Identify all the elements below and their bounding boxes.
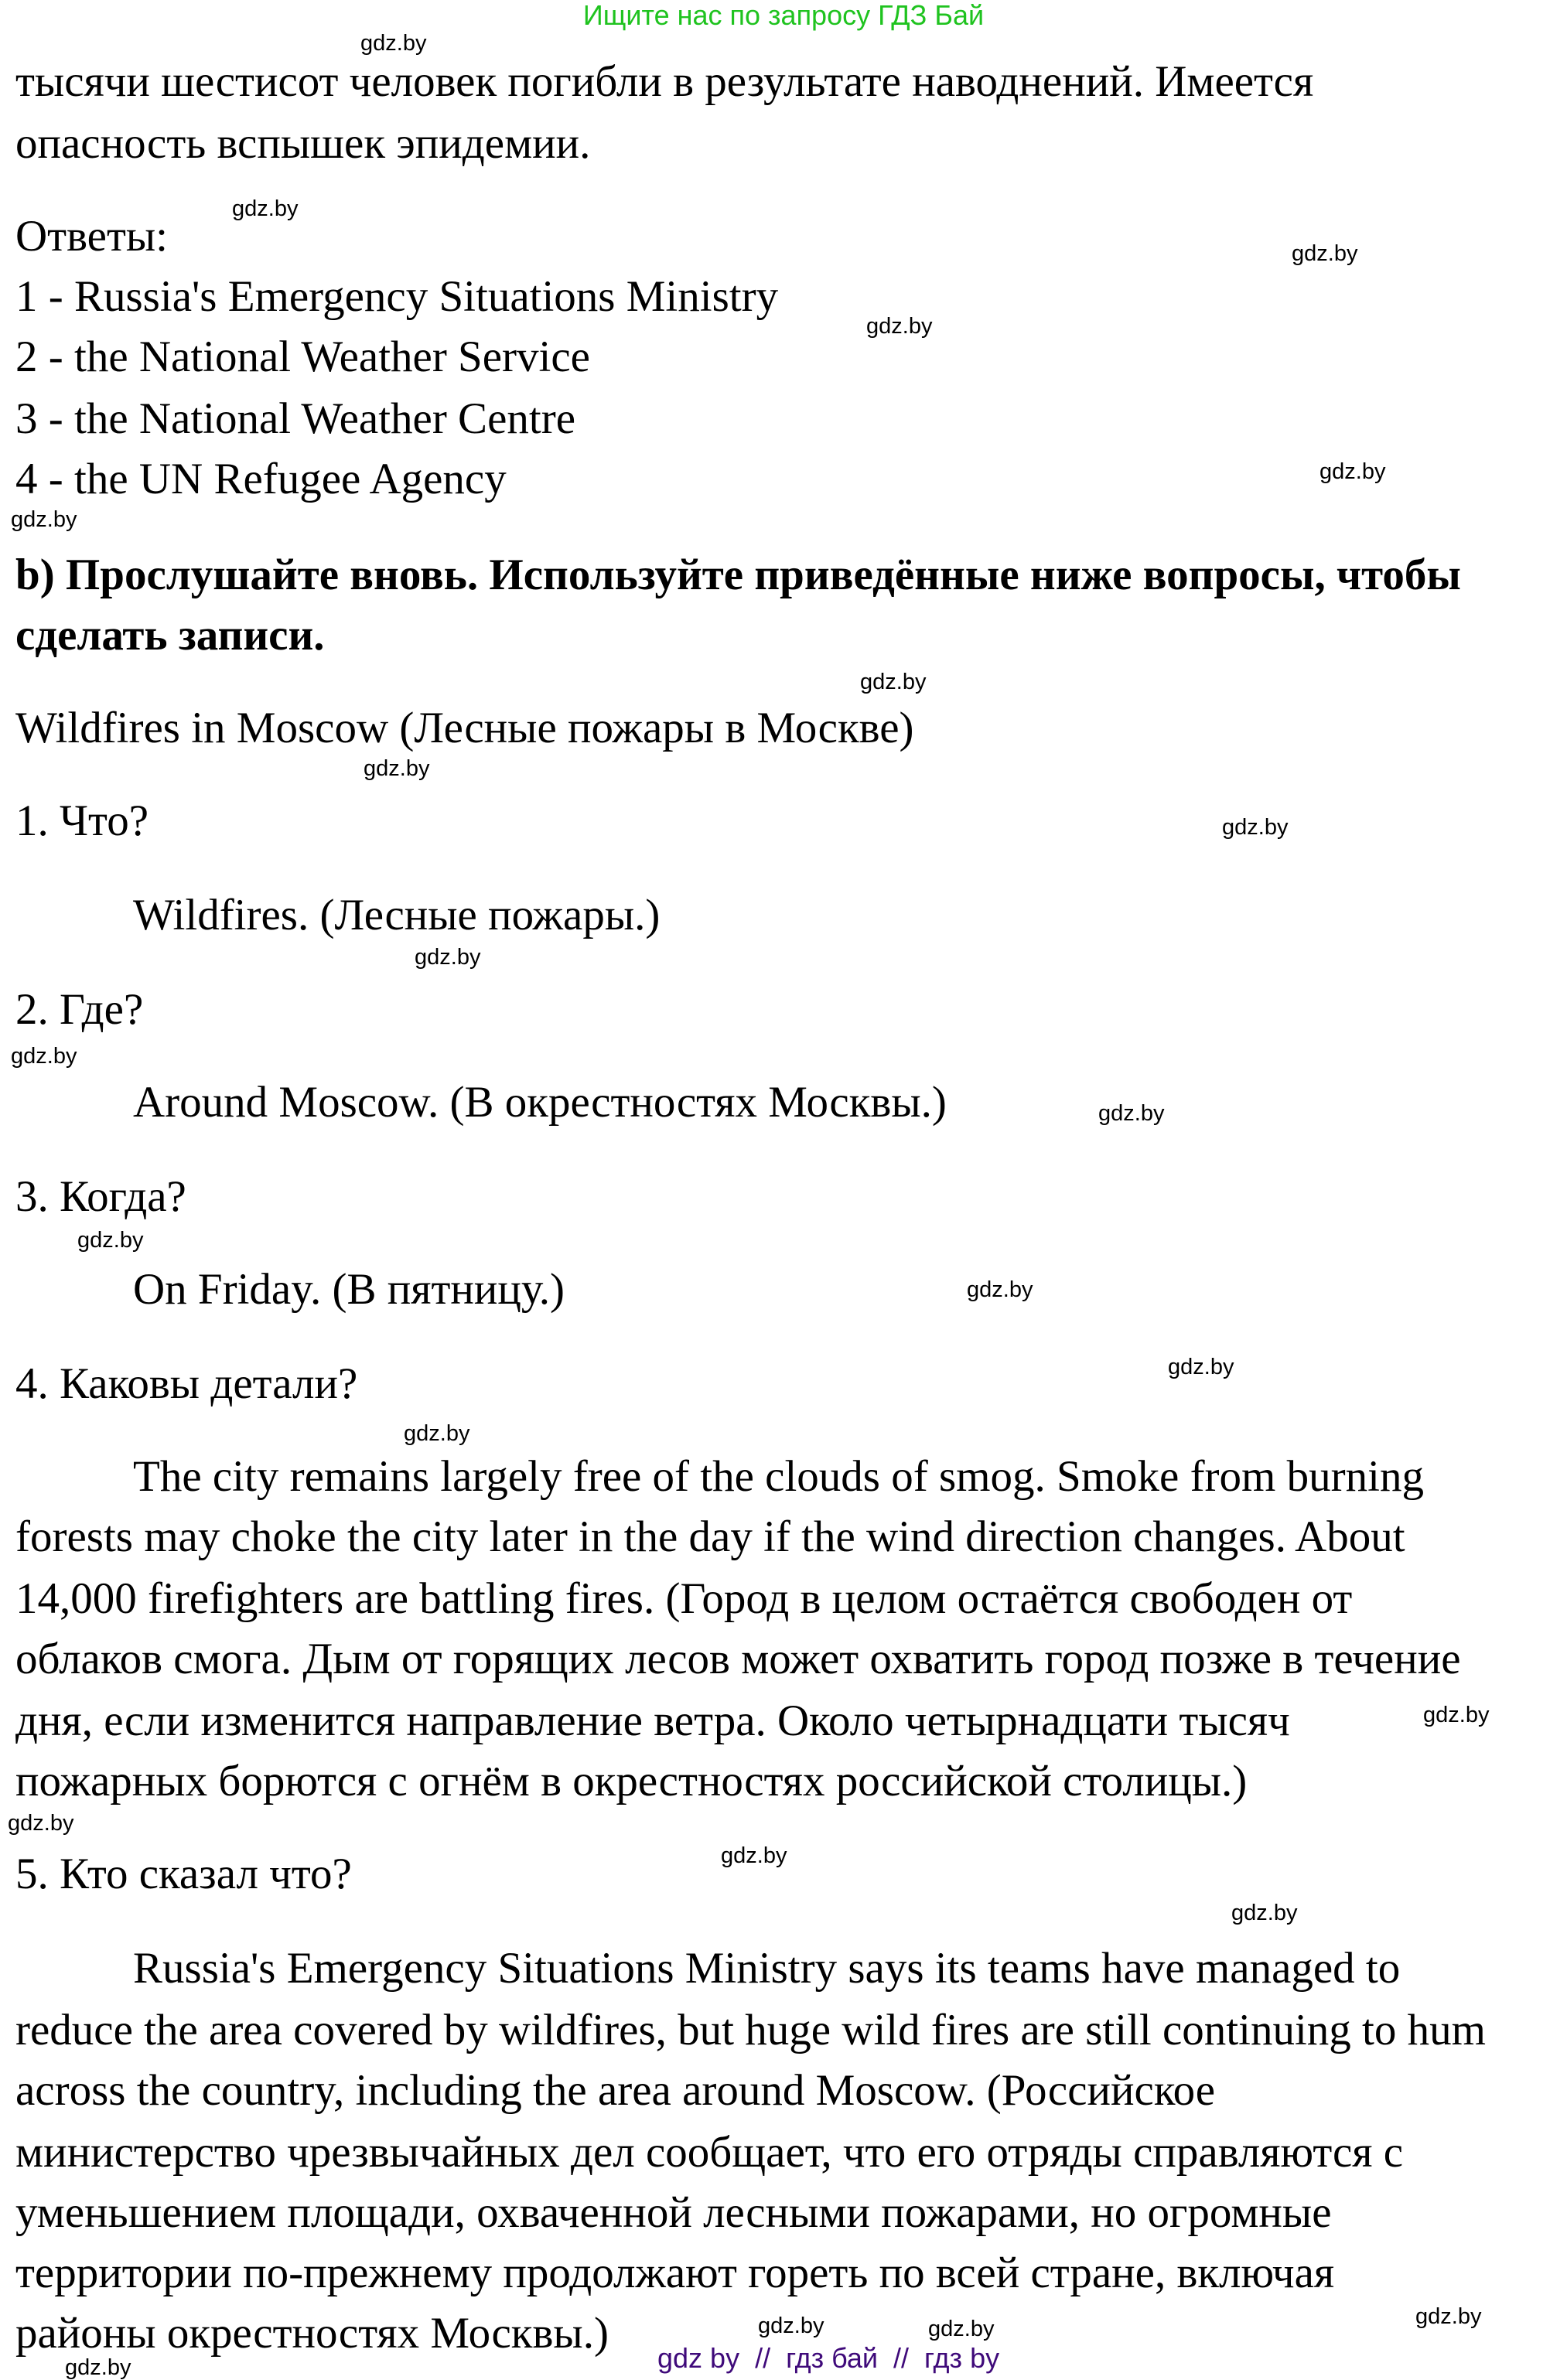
paragraph-line: The city remains largely free of the clouds of smog. Smoke from burning bbox=[133, 1452, 1424, 1501]
answer-item: 4 - the UN Refugee Agency bbox=[15, 455, 507, 503]
watermark: gdz.by bbox=[1168, 1355, 1234, 1379]
watermark: gdz.by bbox=[65, 2355, 131, 2380]
paragraph-line: дня, если изменится направление ветра. Около четырнадцати тысяч bbox=[15, 1696, 1290, 1745]
answer: Around Moscow. (В окрестностях Москвы.) bbox=[133, 1078, 947, 1127]
watermark: gdz.by bbox=[364, 756, 430, 781]
paragraph-line: reduce the area covered by wildfires, but huge wild fires are still continuing to hum bbox=[15, 2006, 1486, 2054]
watermark: gdz.by bbox=[1292, 241, 1358, 266]
watermark: gdz.by bbox=[8, 1811, 74, 1836]
paragraph-line: облаков смога. Дым от горящих лесов может охватить город позже в течение bbox=[15, 1635, 1461, 1683]
watermark: gdz.by bbox=[232, 196, 299, 221]
answer-item: 2 - the National Weather Service bbox=[15, 332, 590, 381]
text-line: опасность вспышек эпидемии. bbox=[15, 119, 591, 168]
paragraph-line: across the country, including the area around Moscow. (Российское bbox=[15, 2066, 1216, 2115]
question: 1. Что? bbox=[15, 796, 149, 845]
question: 2. Где? bbox=[15, 985, 144, 1034]
paragraph-line: forests may choke the city later in the day if the wind direction changes. About bbox=[15, 1512, 1405, 1561]
answer-item: 3 - the National Weather Centre bbox=[15, 394, 575, 443]
search-hint-banner: Ищите нас по запросу ГДЗ Бай bbox=[582, 0, 985, 31]
footer-links[interactable]: gdz by // гдз бай // гдз by bbox=[657, 2342, 1000, 2374]
paragraph-line: министерство чрезвычайных дел сообщает, что его отряды справляются с bbox=[15, 2128, 1404, 2177]
paragraph-line: Russia's Emergency Situations Ministry says its teams have managed to bbox=[133, 1944, 1401, 1993]
paragraph-line: территории по-прежнему продолжают гореть по всей стране, включая bbox=[15, 2249, 1335, 2297]
watermark: gdz.by bbox=[967, 1277, 1033, 1302]
watermark: gdz.by bbox=[1415, 2304, 1482, 2329]
watermark: gdz.by bbox=[721, 1843, 787, 1868]
answer: Wildfires. (Лесные пожары.) bbox=[133, 891, 661, 939]
question: 5. Кто сказал что? bbox=[15, 1850, 352, 1898]
paragraph-line: районы окрестностях Москвы.) bbox=[15, 2309, 609, 2358]
watermark: gdz.by bbox=[1319, 459, 1386, 484]
watermark: gdz.by bbox=[1098, 1101, 1165, 1126]
answers-heading: Ответы: bbox=[15, 212, 168, 261]
watermark: gdz.by bbox=[11, 507, 77, 532]
watermark: gdz.by bbox=[404, 1421, 470, 1446]
watermark: gdz.by bbox=[77, 1228, 144, 1253]
watermark: gdz.by bbox=[928, 2317, 995, 2341]
watermark: gdz.by bbox=[11, 1044, 77, 1069]
question: 4. Каковы детали? bbox=[15, 1359, 358, 1408]
watermark: gdz.by bbox=[866, 314, 933, 339]
paragraph-line: 14,000 firefighters are battling fires. (Город в целом остаётся свободен от bbox=[15, 1574, 1353, 1623]
answer-item: 1 - Russia's Emergency Situations Ministry bbox=[15, 272, 779, 321]
task-heading: b) Прослушайте вновь. Используйте приведённые ниже вопросы, чтобы bbox=[15, 551, 1461, 599]
topic-title: Wildfires in Moscow (Лесные пожары в Москве) bbox=[15, 704, 914, 752]
watermark: gdz.by bbox=[758, 2314, 824, 2338]
watermark: gdz.by bbox=[860, 670, 927, 694]
paragraph-line: пожарных борются с огнём в окрестностях российской столицы.) bbox=[15, 1757, 1248, 1805]
question: 3. Когда? bbox=[15, 1172, 186, 1221]
watermark: gdz.by bbox=[1231, 1901, 1298, 1925]
watermark: gdz.by bbox=[1423, 1703, 1490, 1727]
watermark: gdz.by bbox=[1222, 815, 1289, 840]
answer: On Friday. (В пятницу.) bbox=[133, 1265, 565, 1314]
task-heading: сделать записи. bbox=[15, 611, 325, 660]
paragraph-line: уменьшением площади, охваченной лесными пожарами, но огромные bbox=[15, 2188, 1332, 2237]
watermark: gdz.by bbox=[360, 31, 427, 56]
watermark: gdz.by bbox=[415, 945, 481, 970]
text-line: тысячи шестисот человек погибли в результате наводнений. Имеется bbox=[15, 57, 1314, 106]
